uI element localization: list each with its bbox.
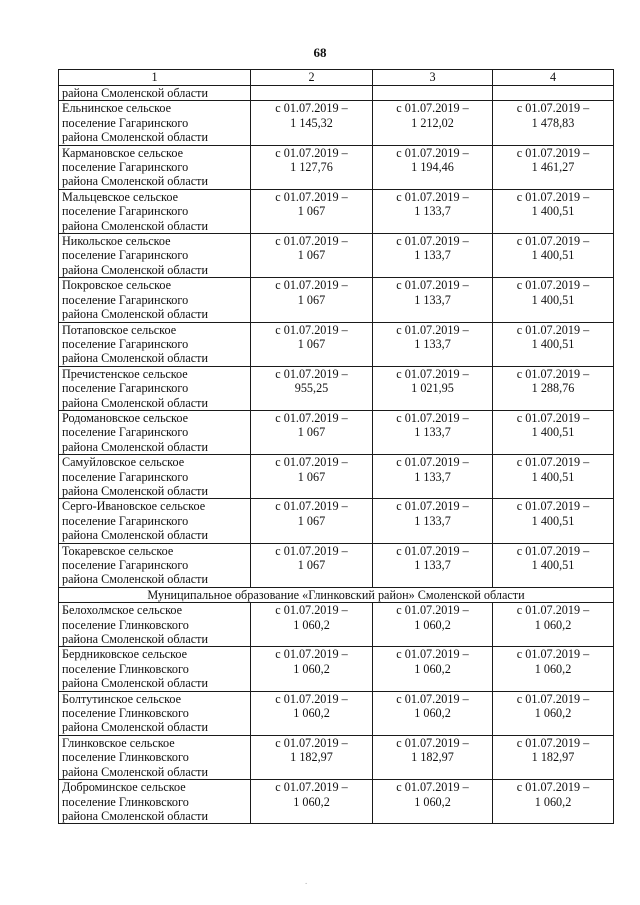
tariff-value: 1 400,51 bbox=[531, 425, 575, 440]
settlement-name-cell bbox=[59, 499, 251, 543]
tariff-cell-v2 bbox=[251, 455, 373, 499]
settlement-name-line: Серго-Ивановское сельское bbox=[62, 499, 206, 514]
settlement-name-line: Глинковское сельское bbox=[62, 735, 175, 750]
tariff-value: 1 133,7 bbox=[414, 469, 451, 484]
settlement-name-cell bbox=[59, 145, 251, 189]
tariff-value: 1 400,51 bbox=[531, 292, 575, 307]
settlement-name-line: района Смоленской области bbox=[62, 572, 208, 587]
settlement-name-line: поселение Гагаринского bbox=[62, 204, 189, 219]
tariff-value: 1 067 bbox=[297, 513, 326, 528]
settlement-name-line: поселение Гагаринского bbox=[62, 292, 189, 307]
tariff-cell-v2 bbox=[251, 647, 373, 691]
tariff-cell-v4 bbox=[493, 234, 614, 278]
tariff-cell-v4 bbox=[493, 499, 614, 543]
settlement-name-line: района Смоленской области bbox=[62, 764, 208, 779]
settlement-name-cell bbox=[59, 189, 251, 233]
table-row bbox=[59, 543, 614, 587]
tariff-cell-v4 bbox=[493, 145, 614, 189]
table-row bbox=[59, 647, 614, 691]
tariff-value: 1 133,7 bbox=[414, 336, 451, 351]
tariff-value: 1 400,51 bbox=[531, 558, 575, 572]
tariff-table bbox=[58, 69, 614, 824]
settlement-name-line: района Смоленской области bbox=[62, 130, 208, 145]
continued-row-name: района Смоленской области bbox=[59, 86, 251, 101]
table-row bbox=[59, 455, 614, 499]
settlement-name-line: Родомановское сельское bbox=[62, 410, 188, 425]
tariff-cell-v4 bbox=[493, 322, 614, 366]
tariff-value: 1 133,7 bbox=[414, 204, 451, 219]
column-header-2: 2 bbox=[251, 70, 373, 86]
tariff-value: 1 060,2 bbox=[414, 794, 451, 809]
tariff-date: с 01.07.2019 – bbox=[396, 278, 469, 293]
table-row bbox=[59, 278, 614, 322]
tariff-cell-v3 bbox=[373, 189, 493, 233]
tariff-value: 1 400,51 bbox=[531, 204, 575, 219]
settlement-name-line: Самуйловское сельское bbox=[62, 455, 185, 470]
settlement-name-cell bbox=[59, 101, 251, 145]
settlement-name-line: поселение Глинковского bbox=[62, 617, 189, 632]
settlement-name-line: Покровское сельское bbox=[62, 278, 172, 293]
tariff-cell-v4 bbox=[493, 735, 614, 779]
tariff-date: с 01.07.2019 – bbox=[275, 410, 348, 425]
section-heading: Муниципальное образование «Глинковский район» Смоленской области bbox=[59, 587, 614, 602]
settlement-name-line: Доброминское сельское bbox=[62, 780, 186, 795]
settlement-name-line: Болтутинское сельское bbox=[62, 691, 182, 706]
tariff-date: с 01.07.2019 – bbox=[275, 780, 348, 795]
tariff-date: с 01.07.2019 – bbox=[396, 101, 469, 116]
tariff-date: с 01.07.2019 – bbox=[275, 101, 348, 116]
settlement-name-line: Бердниковское сельское bbox=[62, 647, 188, 662]
settlement-name-line: Потаповское сельское bbox=[62, 322, 177, 337]
tariff-value: 1 060,2 bbox=[293, 794, 330, 809]
tariff-cell-v4 bbox=[493, 101, 614, 145]
continued-row bbox=[59, 86, 614, 101]
tariff-value: 1 067 bbox=[297, 558, 326, 572]
tariff-value: 1 400,51 bbox=[531, 469, 575, 484]
tariff-value: 1 194,46 bbox=[411, 160, 454, 175]
tariff-value: 1 060,2 bbox=[414, 706, 451, 721]
tariff-cell-v2 bbox=[251, 278, 373, 322]
tariff-value: 1 400,51 bbox=[531, 336, 575, 351]
tariff-cell-v3 bbox=[373, 455, 493, 499]
tariff-value: 1 060,2 bbox=[293, 617, 330, 632]
tariff-cell-v2 bbox=[251, 499, 373, 543]
settlement-name-cell bbox=[59, 603, 251, 647]
tariff-cell-v4 bbox=[493, 455, 614, 499]
settlement-name-line: района Смоленской области bbox=[62, 720, 208, 735]
table-row bbox=[59, 603, 614, 647]
settlement-name-cell bbox=[59, 735, 251, 779]
settlement-name-cell bbox=[59, 647, 251, 691]
tariff-date: с 01.07.2019 – bbox=[275, 322, 348, 337]
tariff-cell-v2 bbox=[251, 101, 373, 145]
settlement-name-line: района Смоленской области bbox=[62, 351, 208, 366]
tariff-value: 1 067 bbox=[297, 248, 326, 263]
tariff-cell-v4 bbox=[493, 278, 614, 322]
table-row bbox=[59, 691, 614, 735]
tariff-cell-v2 bbox=[251, 234, 373, 278]
settlement-name-line: Белохолмское сельское bbox=[62, 603, 183, 618]
settlement-name-line: поселение Гагаринского bbox=[62, 425, 189, 440]
tariff-date: с 01.07.2019 – bbox=[396, 780, 469, 795]
tariff-date: с 01.07.2019 – bbox=[275, 691, 348, 706]
settlement-name-line: района Смоленской области bbox=[62, 808, 208, 823]
tariff-value: 1 212,02 bbox=[411, 115, 454, 130]
tariff-value: 1 133,7 bbox=[414, 513, 451, 528]
settlement-name-line: района Смоленской области bbox=[62, 395, 208, 410]
settlement-name-cell bbox=[59, 278, 251, 322]
tariff-cell-v3 bbox=[373, 647, 493, 691]
tariff-value: 1 060,2 bbox=[293, 661, 330, 676]
settlement-name-line: Мальцевское сельское bbox=[62, 189, 178, 204]
table-row bbox=[59, 499, 614, 543]
tariff-date: с 01.07.2019 – bbox=[275, 234, 348, 249]
settlement-name-line: района Смоленской области bbox=[62, 632, 208, 647]
tariff-date: с 01.07.2019 – bbox=[516, 691, 590, 706]
settlement-name-line: района Смоленской области bbox=[62, 439, 208, 454]
table-row bbox=[59, 780, 614, 824]
table-row bbox=[59, 735, 614, 779]
tariff-cell-v3 bbox=[373, 101, 493, 145]
settlement-name-line: поселение Гагаринского bbox=[62, 558, 189, 572]
settlement-name-cell bbox=[59, 322, 251, 366]
tariff-value: 1 133,7 bbox=[414, 558, 451, 572]
tariff-cell-v3 bbox=[373, 499, 493, 543]
tariff-cell-v3 bbox=[373, 234, 493, 278]
page-number: 68 bbox=[313, 45, 327, 60]
settlement-name-line: поселение Глинковского bbox=[62, 794, 189, 809]
settlement-name-line: Кармановское сельское bbox=[62, 145, 184, 160]
tariff-date: с 01.07.2019 – bbox=[275, 647, 348, 662]
tariff-date: с 01.07.2019 – bbox=[275, 455, 348, 470]
tariff-date: с 01.07.2019 – bbox=[396, 735, 469, 750]
settlement-name-line: Токаревское сельское bbox=[62, 543, 174, 558]
tariff-date: с 01.07.2019 – bbox=[516, 101, 590, 116]
tariff-date: с 01.07.2019 – bbox=[275, 735, 348, 750]
tariff-date: с 01.07.2019 – bbox=[396, 647, 469, 662]
tariff-date: с 01.07.2019 – bbox=[516, 145, 590, 160]
tariff-cell-v4 bbox=[493, 543, 614, 587]
settlement-name-line: района Смоленской области bbox=[62, 174, 208, 189]
tariff-date: с 01.07.2019 – bbox=[275, 145, 348, 160]
tariff-cell-v4 bbox=[493, 189, 614, 233]
tariff-date: с 01.07.2019 – bbox=[516, 543, 590, 558]
tariff-date: с 01.07.2019 – bbox=[275, 499, 348, 514]
settlement-name-cell bbox=[59, 455, 251, 499]
tariff-date: с 01.07.2019 – bbox=[396, 603, 469, 618]
tariff-date: с 01.07.2019 – bbox=[516, 366, 590, 381]
tariff-cell-v3 bbox=[373, 145, 493, 189]
table-row bbox=[59, 101, 614, 145]
column-number-row bbox=[59, 70, 614, 86]
column-header-3: 3 bbox=[373, 70, 493, 86]
tariff-cell-v2 bbox=[251, 735, 373, 779]
settlement-name-line: района Смоленской области bbox=[62, 676, 208, 691]
settlement-name-line: поселение Глинковского bbox=[62, 706, 189, 721]
tariff-value: 1 067 bbox=[297, 292, 326, 307]
footer-mark: . bbox=[305, 876, 308, 886]
settlement-name-line: поселение Гагаринского bbox=[62, 336, 189, 351]
tariff-date: с 01.07.2019 – bbox=[275, 189, 348, 204]
tariff-cell-v2 bbox=[251, 691, 373, 735]
settlement-name-line: района Смоленской области bbox=[62, 218, 208, 233]
tariff-date: с 01.07.2019 – bbox=[516, 322, 590, 337]
tariff-date: с 01.07.2019 – bbox=[396, 145, 469, 160]
tariff-date: с 01.07.2019 – bbox=[396, 455, 469, 470]
settlement-name-cell bbox=[59, 410, 251, 454]
section-heading-row bbox=[59, 587, 614, 602]
tariff-date: с 01.07.2019 – bbox=[275, 366, 348, 381]
settlement-name-cell bbox=[59, 691, 251, 735]
table-row bbox=[59, 234, 614, 278]
settlement-name-line: поселение Гагаринского bbox=[62, 513, 189, 528]
settlement-name-line: Никольское сельское bbox=[62, 234, 171, 249]
tariff-date: с 01.07.2019 – bbox=[516, 603, 590, 618]
tariff-date: с 01.07.2019 – bbox=[396, 543, 469, 558]
tariff-value: 1 060,2 bbox=[534, 661, 572, 676]
settlement-name-line: района Смоленской области bbox=[62, 307, 208, 322]
tariff-date: с 01.07.2019 – bbox=[396, 322, 469, 337]
tariff-cell-v4 bbox=[493, 647, 614, 691]
settlement-name-cell bbox=[59, 366, 251, 410]
tariff-date: с 01.07.2019 – bbox=[275, 603, 348, 618]
tariff-date: с 01.07.2019 – bbox=[516, 647, 590, 662]
tariff-date: с 01.07.2019 – bbox=[275, 278, 348, 293]
settlement-name-line: поселение Гагаринского bbox=[62, 248, 189, 263]
tariff-cell-v2 bbox=[251, 410, 373, 454]
table-row bbox=[59, 189, 614, 233]
tariff-date: с 01.07.2019 – bbox=[516, 780, 590, 795]
tariff-cell-v2 bbox=[251, 145, 373, 189]
tariff-value: 1 060,2 bbox=[534, 617, 572, 632]
settlement-name-line: поселение Глинковского bbox=[62, 661, 189, 676]
settlement-name-line: поселение Гагаринского bbox=[62, 381, 189, 396]
tariff-cell-v2 bbox=[251, 780, 373, 824]
tariff-cell-v3 bbox=[373, 322, 493, 366]
tariff-cell-v3 bbox=[373, 780, 493, 824]
settlement-name-line: района Смоленской области bbox=[62, 262, 208, 277]
tariff-value: 1 021,95 bbox=[411, 381, 454, 396]
tariff-cell-v2 bbox=[251, 189, 373, 233]
tariff-value: 1 182,97 bbox=[290, 750, 333, 765]
tariff-value: 1 461,27 bbox=[531, 160, 575, 175]
tariff-value: 1 145,32 bbox=[290, 115, 333, 130]
tariff-date: с 01.07.2019 – bbox=[516, 278, 590, 293]
settlement-name-line: Ельнинское сельское bbox=[62, 101, 172, 116]
tariff-value: 1 182,97 bbox=[531, 750, 575, 765]
settlement-name-cell bbox=[59, 543, 251, 587]
tariff-cell-v3 bbox=[373, 410, 493, 454]
settlement-name-line: поселение Гагаринского bbox=[62, 115, 189, 130]
tariff-date: с 01.07.2019 – bbox=[396, 366, 469, 381]
tariff-value: 1 133,7 bbox=[414, 425, 451, 440]
tariff-value: 1 400,51 bbox=[531, 513, 575, 528]
tariff-value: 1 067 bbox=[297, 425, 326, 440]
tariff-date: с 01.07.2019 – bbox=[516, 189, 590, 204]
settlement-name-line: поселение Гагаринского bbox=[62, 160, 189, 175]
column-header-1: 1 bbox=[59, 70, 251, 86]
tariff-cell-v3 bbox=[373, 735, 493, 779]
tariff-cell-v3 bbox=[373, 543, 493, 587]
tariff-cell-v4 bbox=[493, 410, 614, 454]
tariff-cell-v3 bbox=[373, 366, 493, 410]
tariff-cell-v4 bbox=[493, 780, 614, 824]
tariff-value: 1 400,51 bbox=[531, 248, 575, 263]
tariff-date: с 01.07.2019 – bbox=[516, 455, 590, 470]
settlement-name-line: поселение Гагаринского bbox=[62, 469, 189, 484]
tariff-cell-v3 bbox=[373, 278, 493, 322]
settlement-name-cell bbox=[59, 780, 251, 824]
tariff-value: 1 060,2 bbox=[414, 617, 451, 632]
tariff-value: 1 067 bbox=[297, 336, 326, 351]
settlement-name-line: поселение Глинковского bbox=[62, 750, 189, 765]
tariff-cell-v3 bbox=[373, 603, 493, 647]
table-row bbox=[59, 145, 614, 189]
settlement-name-line: района Смоленской области bbox=[62, 528, 208, 543]
settlement-name-cell bbox=[59, 234, 251, 278]
tariff-value: 1 060,2 bbox=[414, 661, 451, 676]
tariff-cell-v2 bbox=[251, 603, 373, 647]
tariff-date: с 01.07.2019 – bbox=[396, 189, 469, 204]
tariff-value: 1 067 bbox=[297, 469, 326, 484]
tariff-value: 1 060,2 bbox=[293, 706, 330, 721]
tariff-cell-v2 bbox=[251, 543, 373, 587]
tariff-value: 1 127,76 bbox=[290, 160, 333, 175]
tariff-date: с 01.07.2019 – bbox=[516, 410, 590, 425]
tariff-value: 1 478,83 bbox=[531, 115, 575, 130]
settlement-name-line: района Смоленской области bbox=[62, 483, 208, 498]
table-row bbox=[59, 410, 614, 454]
column-header-4: 4 bbox=[493, 70, 614, 86]
tariff-cell-v3 bbox=[373, 691, 493, 735]
tariff-value: 1 288,76 bbox=[531, 381, 575, 396]
tariff-cell-v4 bbox=[493, 366, 614, 410]
tariff-date: с 01.07.2019 – bbox=[396, 410, 469, 425]
tariff-value: 1 067 bbox=[297, 204, 326, 219]
tariff-date: с 01.07.2019 – bbox=[516, 499, 590, 514]
tariff-date: с 01.07.2019 – bbox=[516, 234, 590, 249]
tariff-date: с 01.07.2019 – bbox=[516, 735, 590, 750]
tariff-cell-v2 bbox=[251, 366, 373, 410]
tariff-cell-v4 bbox=[493, 603, 614, 647]
tariff-cell-v2 bbox=[251, 322, 373, 366]
tariff-value: 1 182,97 bbox=[411, 750, 454, 765]
tariff-date: с 01.07.2019 – bbox=[396, 499, 469, 514]
tariff-value: 955,25 bbox=[294, 381, 329, 396]
tariff-date: с 01.07.2019 – bbox=[396, 234, 469, 249]
tariff-date: с 01.07.2019 – bbox=[396, 691, 469, 706]
settlement-name-line: Пречистенское сельское bbox=[62, 366, 188, 381]
tariff-value: 1 060,2 bbox=[534, 706, 572, 721]
tariff-value: 1 133,7 bbox=[414, 248, 451, 263]
table-row bbox=[59, 322, 614, 366]
tariff-cell-v4 bbox=[493, 691, 614, 735]
tariff-value: 1 133,7 bbox=[414, 292, 451, 307]
tariff-date: с 01.07.2019 – bbox=[275, 543, 348, 558]
table-row bbox=[59, 366, 614, 410]
tariff-value: 1 060,2 bbox=[534, 794, 572, 809]
